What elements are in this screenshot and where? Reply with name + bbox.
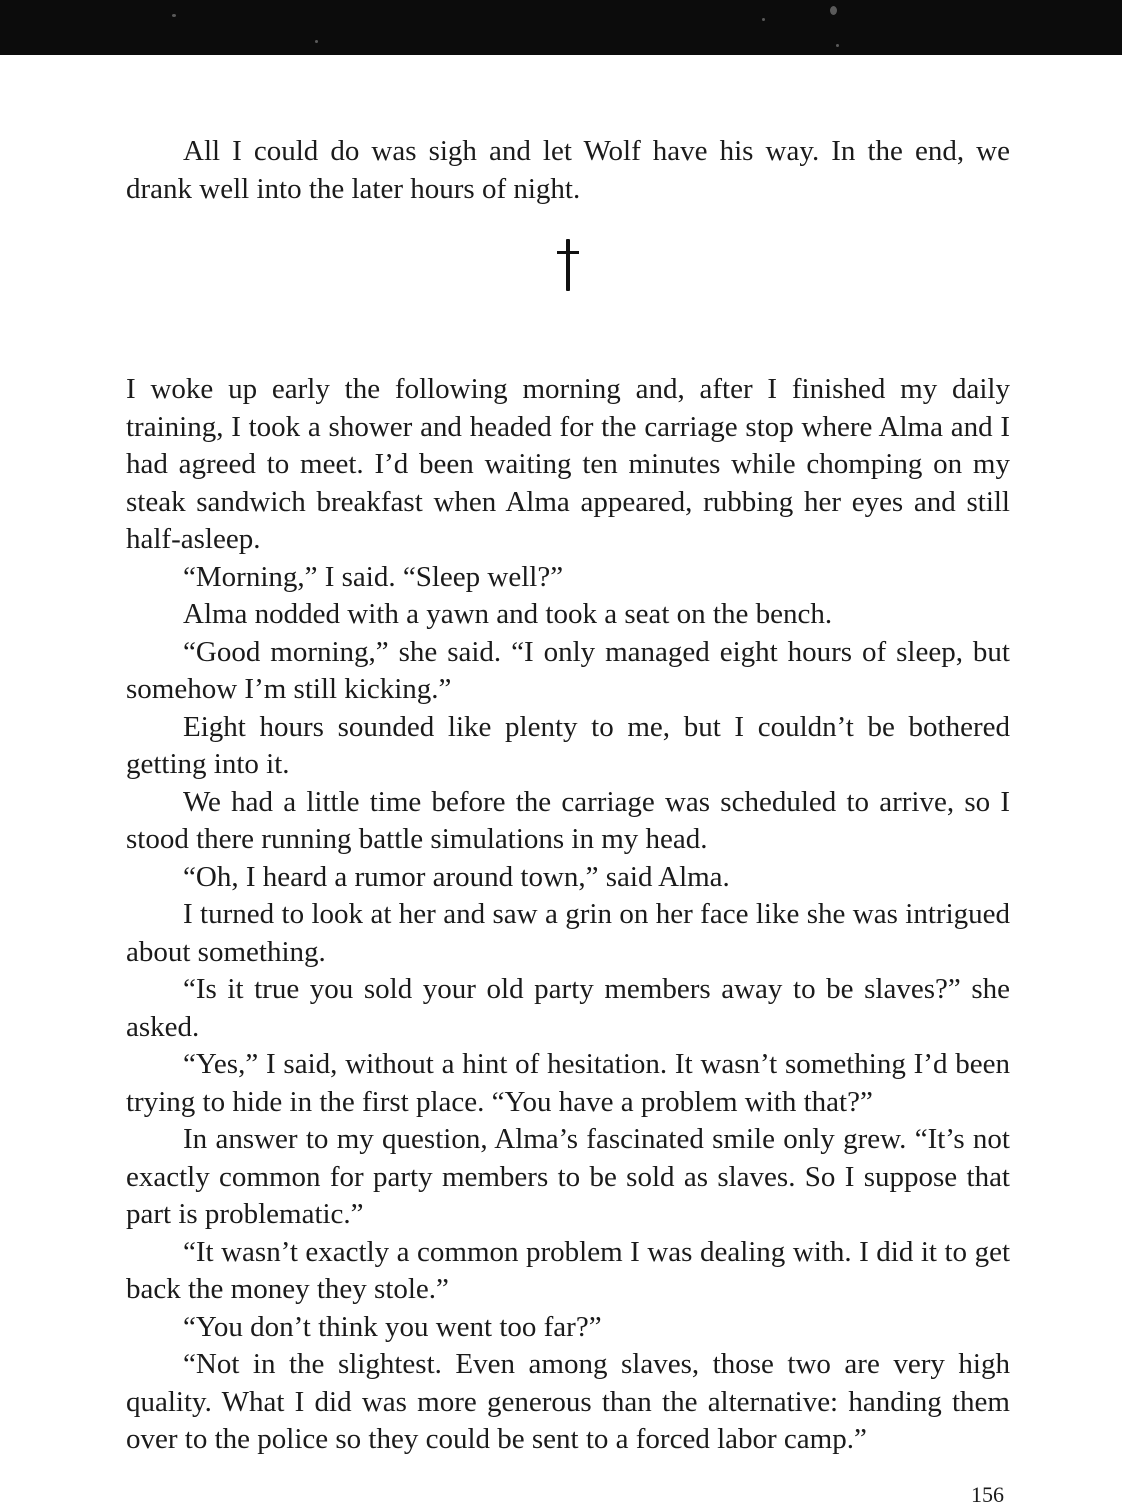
- paragraph: We had a little time before the carriage was scheduled to arrive, so I stood there running battle simulations in my head.: [126, 785, 1010, 855]
- paragraph: In answer to my question, Alma’s fascinated smile only grew. “It’s not exactly common for party members to be sold as slaves. So I suppose that part is problematic.”: [126, 1123, 1010, 1230]
- scan-speck: [830, 6, 837, 15]
- scan-speck: [762, 18, 765, 21]
- paragraph: “Yes,” I said, without a hint of hesitation. It wasn’t something I’d been trying to hide in the first place. “You have a problem with that?”: [126, 1048, 1010, 1118]
- scan-speck: [172, 14, 176, 17]
- paragraph: Alma nodded with a yawn and took a seat on the bench.: [183, 598, 833, 630]
- paragraph: “Oh, I heard a rumor around town,” said Alma.: [183, 860, 730, 893]
- paragraph: “Not in the slightest. Even among slaves, those two are very high quality. What I did was more generous than the alternative: handing them over to the police so they could be sent to a forced labor camp.”: [126, 1348, 1010, 1455]
- paragraph: “You don’t think you went too far?”: [183, 1310, 602, 1343]
- paragraph-first: I woke up early the following morning and, after I finished my daily training, I took a shower and headed for the carriage stop where Alma and I had agreed to meet. I’d been waiting ten minutes while chomping on my steak sandwich breakfast when Alma appeared, rubbing her eyes and still half-asleep.: [126, 373, 1010, 555]
- paragraph: “It wasn’t exactly a common problem I was dealing with. I did it to get back the money they stole.”: [126, 1235, 1010, 1305]
- paragraph: “Good morning,” she said. “I only managed eight hours of sleep, but somehow I’m still kicking.”: [126, 635, 1010, 705]
- section-break: [126, 231, 1010, 345]
- paragraph: I turned to look at her and saw a grin on her face like she was intrigued about something.: [126, 898, 1010, 968]
- scan-speck: [836, 44, 839, 47]
- paragraph: “Is it true you sold your old party members away to be slaves?” she asked.: [126, 973, 1010, 1043]
- page-number: 156: [971, 1482, 1004, 1507]
- paragraph: Eight hours sounded like plenty to me, but I couldn’t be bothered getting into it.: [126, 710, 1010, 780]
- paragraph: All I could do was sigh and let Wolf have his way. In the end, we drank well into the later hours of night.: [126, 135, 1010, 205]
- scan-speck: [315, 40, 318, 43]
- page-body: [126, 133, 1010, 1459]
- scan-top-border: [0, 0, 1122, 55]
- paragraph: “Morning,” I said. “Sleep well?”: [183, 560, 564, 593]
